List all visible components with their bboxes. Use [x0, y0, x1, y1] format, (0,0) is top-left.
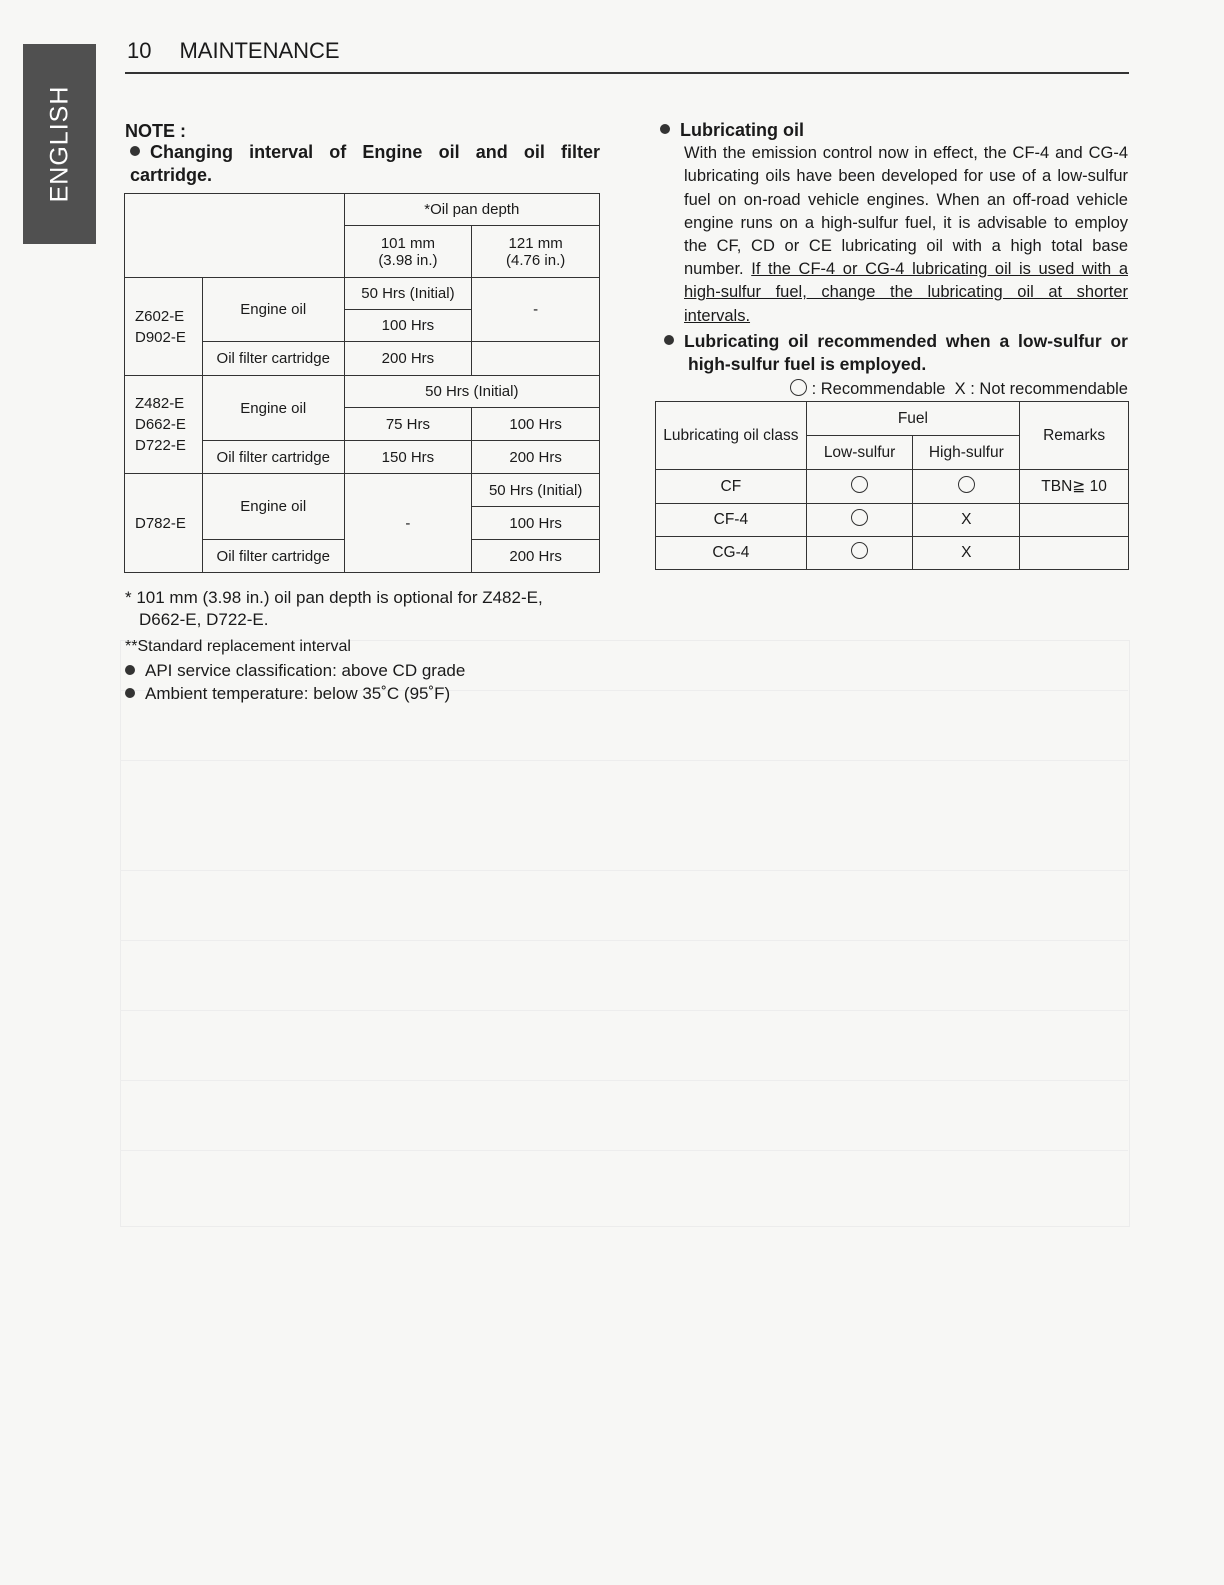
- table-cell: [806, 537, 913, 570]
- bullet-icon: [664, 335, 674, 345]
- bleed-through-line: [120, 1080, 1128, 1081]
- table-cell: [806, 504, 913, 537]
- models-z482-d662-d722: Z482-E D662-E D722-E: [125, 376, 203, 474]
- circle-icon: [851, 509, 868, 526]
- models-z602-d902: Z602-E D902-E: [125, 278, 203, 376]
- bleed-through-line: [120, 1010, 1128, 1011]
- circle-icon: [851, 476, 868, 493]
- bullet-icon: [125, 665, 135, 675]
- table-cell: 75 Hrs: [344, 408, 472, 441]
- table-cell: 50 Hrs (Initial): [344, 376, 599, 408]
- table-cell: CF: [656, 470, 807, 504]
- table-cell: 200 Hrs: [472, 441, 600, 474]
- bleed-through-line: [120, 1150, 1128, 1151]
- table-row: [656, 470, 1129, 504]
- table-cell: 200 Hrs: [344, 342, 472, 376]
- engine-oil-label: Engine oil: [202, 278, 344, 342]
- circle-icon: [790, 379, 807, 396]
- models-d782: D782-E: [125, 474, 203, 573]
- table-cell: 50 Hrs (Initial): [344, 278, 472, 310]
- table-corner: [125, 194, 345, 278]
- page-header: [127, 38, 340, 64]
- table-cell: [806, 470, 913, 504]
- table-cell: X: [913, 537, 1020, 570]
- circle-icon: [958, 476, 975, 493]
- table-cell: CG-4: [656, 537, 807, 570]
- lubricating-oil-warning: If the CF-4 or CG-4 lubricating oil is used with a high-sulfur fuel, change the lubricating oil at shorter intervals.: [684, 260, 1128, 325]
- footnote-ambient: Ambient temperature: below 35˚C (95˚F): [125, 683, 450, 705]
- lubricating-oil-body: With the emission control now in effect, the CF-4 and CG-4 lubricating oils have been developed for use of a low-sulfur fuel on on-road vehicle engines. When an off-road vehicle engine runs on a high-sulfur fuel, it is advisable to employ the CF, CD or CE lubricating oil with a high total base number. If the CF-4 or CG-4 lubricating oil is used with a high-sulfur fuel, change the lubricating oil at shorter intervals.: [684, 144, 1128, 325]
- lubricating-oil-section: [660, 119, 1128, 401]
- table-row: [656, 537, 1129, 570]
- table-cell: -: [472, 278, 600, 342]
- lubricating-oil-heading-2: Lubricating oil recommended when a low-sulfur or high-sulfur fuel is employed.: [660, 330, 1128, 376]
- table-cell: [913, 470, 1020, 504]
- header-remarks: Remarks: [1020, 402, 1129, 470]
- table-cell: TBN≧ 10: [1020, 470, 1129, 504]
- table-cell: CF-4: [656, 504, 807, 537]
- oil-pan-header: *Oil pan depth: [344, 194, 599, 226]
- note-bullet: [130, 141, 600, 187]
- bullet-icon: [130, 146, 140, 156]
- table-cell: -: [344, 474, 472, 573]
- header-rule: [125, 72, 1129, 74]
- table-cell: [1020, 537, 1129, 570]
- language-tab-label: ENGLISH: [45, 85, 73, 203]
- table-row: [656, 504, 1129, 537]
- table-cell: 100 Hrs: [344, 310, 472, 342]
- table-cell: 150 Hrs: [344, 441, 472, 474]
- language-tab: [23, 44, 96, 244]
- oil-change-interval-table: [124, 193, 600, 573]
- engine-oil-label: Engine oil: [202, 376, 344, 441]
- table-cell: 50 Hrs (Initial): [472, 474, 600, 507]
- bleed-through-line: [120, 940, 1128, 941]
- col-121mm: 121 mm (4.76 in.): [472, 226, 600, 278]
- bullet-icon: [125, 688, 135, 698]
- table-cell: 100 Hrs: [472, 507, 600, 540]
- table-cell: [1020, 504, 1129, 537]
- engine-oil-label: Engine oil: [202, 474, 344, 540]
- bullet-icon: [660, 124, 670, 134]
- table-cell: [472, 342, 600, 376]
- oil-filter-label: Oil filter cartridge: [202, 441, 344, 474]
- note-bullet-text: Changing interval of Engine oil and oil filter cartridge.: [130, 142, 600, 185]
- col-101mm: 101 mm (3.98 in.): [344, 226, 472, 278]
- oil-filter-label: Oil filter cartridge: [202, 342, 344, 376]
- bleed-through-line: [120, 870, 1128, 871]
- table-cell: X: [913, 504, 1020, 537]
- lubricating-oil-heading: Lubricating oil: [660, 119, 1128, 142]
- bleed-through-line: [120, 760, 1128, 761]
- footnote-standard: **Standard replacement interval: [125, 638, 351, 655]
- circle-icon: [851, 542, 868, 559]
- header-lubricating-oil-class: Lubricating oil class: [656, 402, 807, 470]
- footnote-oil-pan: * 101 mm (3.98 in.) oil pan depth is optional for Z482-E, D662-E, D722-E.: [125, 588, 543, 629]
- fuel-compatibility-table: [655, 401, 1129, 570]
- note-label: NOTE :: [125, 121, 186, 141]
- table-cell: 200 Hrs: [472, 540, 600, 573]
- header-low-sulfur: Low-sulfur: [806, 436, 913, 470]
- oil-filter-label: Oil filter cartridge: [202, 540, 344, 573]
- footnote-api: API service classification: above CD grade: [125, 660, 465, 682]
- header-fuel: Fuel: [806, 402, 1019, 436]
- legend: : Recommendable X : Not recommendable: [660, 378, 1128, 401]
- section-title: MAINTENANCE: [179, 38, 340, 63]
- table-cell: 100 Hrs: [472, 408, 600, 441]
- header-high-sulfur: High-sulfur: [913, 436, 1020, 470]
- page-number: 10: [127, 38, 152, 63]
- bleed-through-grid: [120, 640, 1130, 1227]
